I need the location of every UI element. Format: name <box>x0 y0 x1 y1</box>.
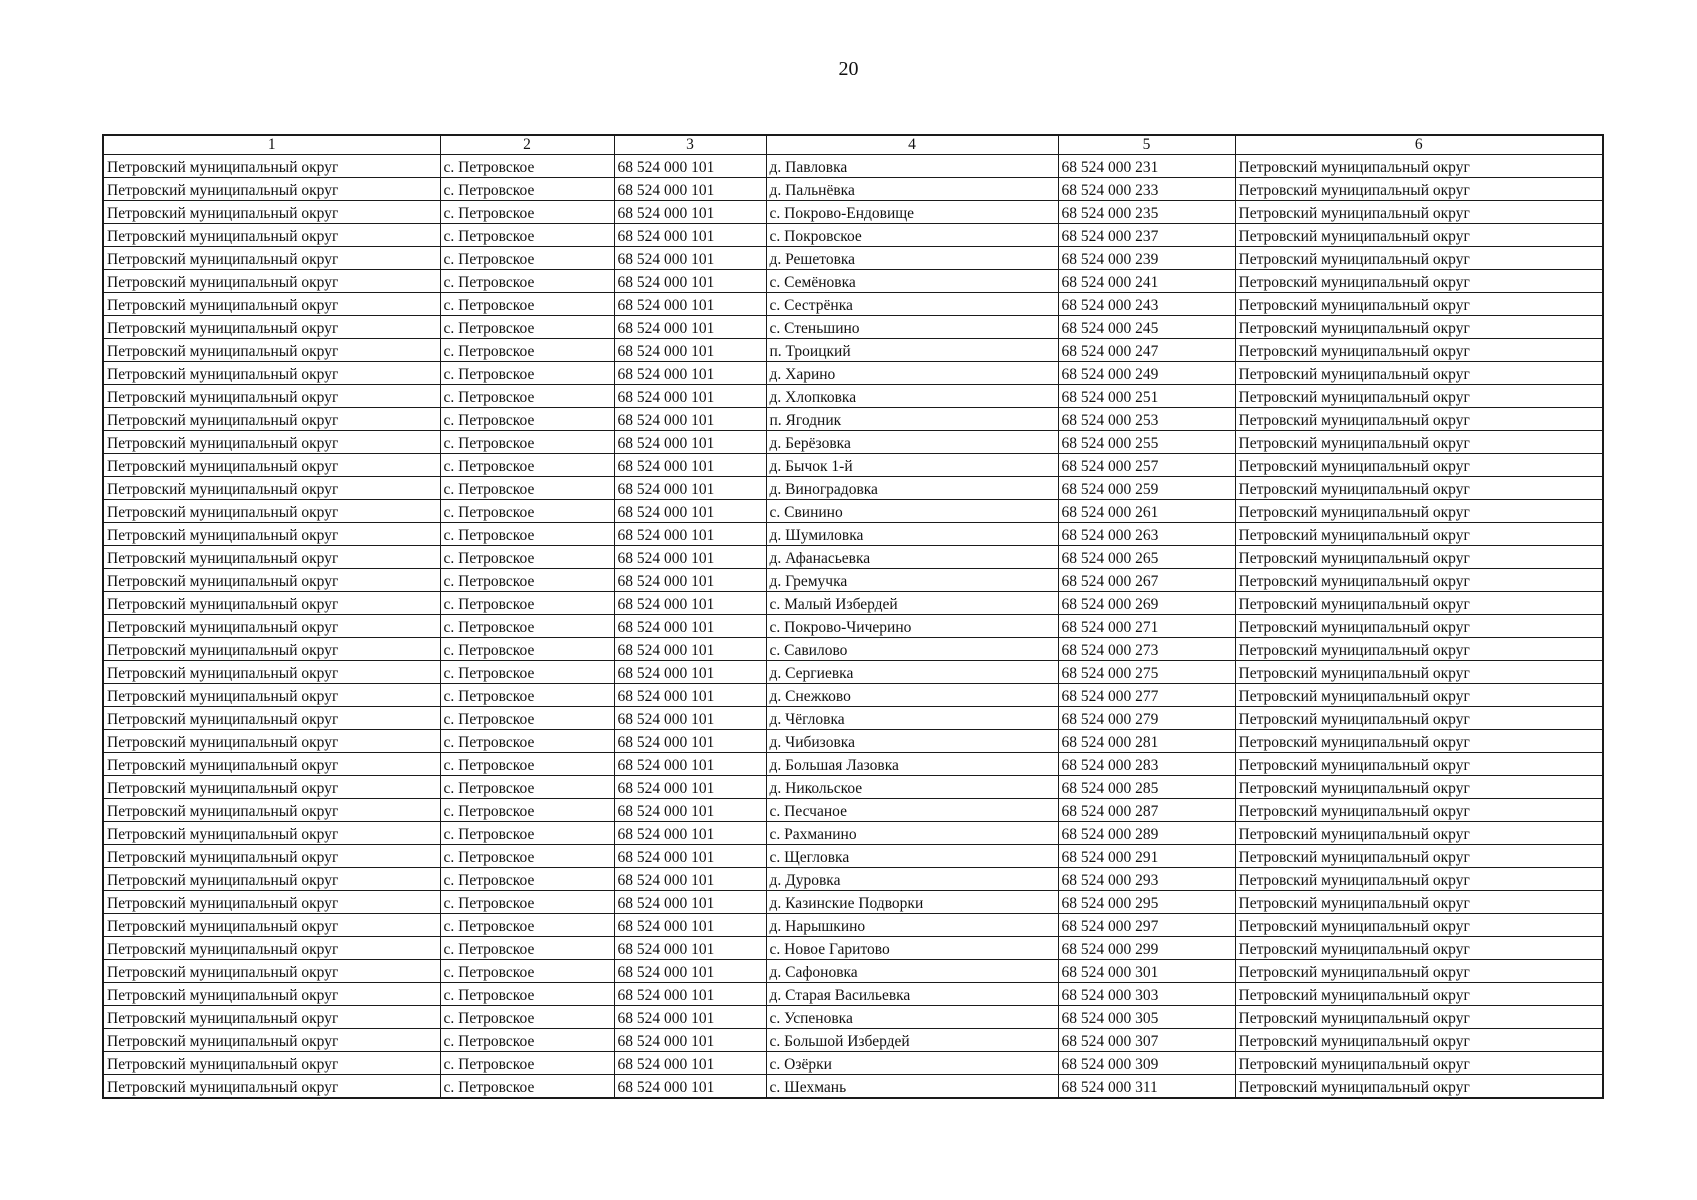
settlement-cell: д. Чёгловка <box>766 707 1058 730</box>
table-row <box>103 339 1603 362</box>
municipal-district-cell: Петровский муниципальный округ <box>1235 1006 1603 1029</box>
settlement-code-cell: 68 524 000 257 <box>1058 454 1235 477</box>
municipality-cell: Петровский муниципальный округ <box>103 569 440 592</box>
municipality-cell: Петровский муниципальный округ <box>103 845 440 868</box>
table-row <box>103 247 1603 270</box>
center-code-cell: 68 524 000 101 <box>614 960 766 983</box>
center-code-cell: 68 524 000 101 <box>614 155 766 178</box>
settlement-code-cell: 68 524 000 245 <box>1058 316 1235 339</box>
settlement-cell: с. Новое Гаритово <box>766 937 1058 960</box>
municipal-district-cell: Петровский муниципальный округ <box>1235 385 1603 408</box>
municipality-cell: Петровский муниципальный округ <box>103 914 440 937</box>
municipal-district-cell: Петровский муниципальный округ <box>1235 477 1603 500</box>
settlement-cell: с. Покрово-Чичерино <box>766 615 1058 638</box>
municipality-cell: Петровский муниципальный округ <box>103 385 440 408</box>
table-row <box>103 638 1603 661</box>
center-settlement-cell: с. Петровское <box>440 1029 614 1052</box>
municipality-cell: Петровский муниципальный округ <box>103 937 440 960</box>
center-code-cell: 68 524 000 101 <box>614 224 766 247</box>
municipality-cell: Петровский муниципальный округ <box>103 730 440 753</box>
settlement-code-cell: 68 524 000 303 <box>1058 983 1235 1006</box>
table-row <box>103 201 1603 224</box>
settlement-cell: с. Успеновка <box>766 1006 1058 1029</box>
center-code-cell: 68 524 000 101 <box>614 868 766 891</box>
municipal-district-cell: Петровский муниципальный округ <box>1235 960 1603 983</box>
table-row <box>103 1029 1603 1052</box>
table-header-row <box>103 135 1603 155</box>
settlement-code-cell: 68 524 000 239 <box>1058 247 1235 270</box>
center-code-cell: 68 524 000 101 <box>614 500 766 523</box>
center-code-cell: 68 524 000 101 <box>614 569 766 592</box>
table-row <box>103 707 1603 730</box>
table-row <box>103 546 1603 569</box>
center-code-cell: 68 524 000 101 <box>614 316 766 339</box>
table-row <box>103 569 1603 592</box>
settlement-code-cell: 68 524 000 273 <box>1058 638 1235 661</box>
center-settlement-cell: с. Петровское <box>440 914 614 937</box>
settlement-cell: д. Снежково <box>766 684 1058 707</box>
municipal-district-cell: Петровский муниципальный округ <box>1235 983 1603 1006</box>
center-code-cell: 68 524 000 101 <box>614 477 766 500</box>
center-settlement-cell: с. Петровское <box>440 201 614 224</box>
municipal-district-cell: Петровский муниципальный округ <box>1235 1075 1603 1099</box>
column-header-2: 2 <box>440 135 614 155</box>
table-row <box>103 270 1603 293</box>
column-header-5: 5 <box>1058 135 1235 155</box>
municipality-cell: Петровский муниципальный округ <box>103 799 440 822</box>
center-settlement-cell: с. Петровское <box>440 408 614 431</box>
municipality-cell: Петровский муниципальный округ <box>103 1029 440 1052</box>
municipality-cell: Петровский муниципальный округ <box>103 224 440 247</box>
settlement-code-cell: 68 524 000 305 <box>1058 1006 1235 1029</box>
center-code-cell: 68 524 000 101 <box>614 845 766 868</box>
settlement-cell: д. Решетовка <box>766 247 1058 270</box>
municipality-cell: Петровский муниципальный округ <box>103 983 440 1006</box>
table-row <box>103 891 1603 914</box>
center-code-cell: 68 524 000 101 <box>614 822 766 845</box>
table-row <box>103 684 1603 707</box>
municipal-district-cell: Петровский муниципальный округ <box>1235 569 1603 592</box>
center-code-cell: 68 524 000 101 <box>614 1029 766 1052</box>
settlement-code-cell: 68 524 000 259 <box>1058 477 1235 500</box>
settlement-cell: с. Песчаное <box>766 799 1058 822</box>
municipal-district-cell: Петровский муниципальный округ <box>1235 891 1603 914</box>
center-settlement-cell: с. Петровское <box>440 661 614 684</box>
municipal-district-cell: Петровский муниципальный округ <box>1235 431 1603 454</box>
center-code-cell: 68 524 000 101 <box>614 615 766 638</box>
center-code-cell: 68 524 000 101 <box>614 1006 766 1029</box>
table-row <box>103 1052 1603 1075</box>
settlement-cell: д. Харино <box>766 362 1058 385</box>
settlement-code-cell: 68 524 000 307 <box>1058 1029 1235 1052</box>
page-number: 20 <box>838 58 859 80</box>
municipal-district-cell: Петровский муниципальный округ <box>1235 500 1603 523</box>
center-settlement-cell: с. Петровское <box>440 155 614 178</box>
settlement-code-cell: 68 524 000 299 <box>1058 937 1235 960</box>
municipality-cell: Петровский муниципальный округ <box>103 500 440 523</box>
settlement-code-cell: 68 524 000 235 <box>1058 201 1235 224</box>
settlement-cell: д. Павловка <box>766 155 1058 178</box>
column-header-3: 3 <box>614 135 766 155</box>
center-code-cell: 68 524 000 101 <box>614 914 766 937</box>
center-code-cell: 68 524 000 101 <box>614 408 766 431</box>
municipality-cell: Петровский муниципальный округ <box>103 661 440 684</box>
municipality-cell: Петровский муниципальный округ <box>103 454 440 477</box>
center-code-cell: 68 524 000 101 <box>614 684 766 707</box>
settlement-cell: с. Рахманино <box>766 822 1058 845</box>
municipality-cell: Петровский муниципальный округ <box>103 270 440 293</box>
municipality-cell: Петровский муниципальный округ <box>103 431 440 454</box>
table-row <box>103 868 1603 891</box>
municipal-district-cell: Петровский муниципальный округ <box>1235 592 1603 615</box>
center-code-cell: 68 524 000 101 <box>614 454 766 477</box>
center-settlement-cell: с. Петровское <box>440 569 614 592</box>
center-settlement-cell: с. Петровское <box>440 293 614 316</box>
municipality-cell: Петровский муниципальный округ <box>103 822 440 845</box>
municipal-district-cell: Петровский муниципальный округ <box>1235 868 1603 891</box>
column-header-1: 1 <box>103 135 440 155</box>
municipal-district-cell: Петровский муниципальный округ <box>1235 178 1603 201</box>
table-row <box>103 845 1603 868</box>
center-code-cell: 68 524 000 101 <box>614 1052 766 1075</box>
settlement-code-cell: 68 524 000 253 <box>1058 408 1235 431</box>
center-code-cell: 68 524 000 101 <box>614 546 766 569</box>
municipality-cell: Петровский муниципальный округ <box>103 339 440 362</box>
municipal-district-cell: Петровский муниципальный округ <box>1235 753 1603 776</box>
table-row <box>103 523 1603 546</box>
municipality-cell: Петровский муниципальный округ <box>103 178 440 201</box>
municipality-cell: Петровский муниципальный округ <box>103 1006 440 1029</box>
settlement-code-cell: 68 524 000 281 <box>1058 730 1235 753</box>
center-settlement-cell: с. Петровское <box>440 707 614 730</box>
municipality-cell: Петровский муниципальный округ <box>103 592 440 615</box>
municipal-district-cell: Петровский муниципальный округ <box>1235 224 1603 247</box>
center-settlement-cell: с. Петровское <box>440 270 614 293</box>
column-header-4: 4 <box>766 135 1058 155</box>
center-settlement-cell: с. Петровское <box>440 822 614 845</box>
center-settlement-cell: с. Петровское <box>440 960 614 983</box>
center-code-cell: 68 524 000 101 <box>614 431 766 454</box>
center-settlement-cell: с. Петровское <box>440 178 614 201</box>
municipal-district-cell: Петровский муниципальный округ <box>1235 730 1603 753</box>
table-row <box>103 1006 1603 1029</box>
center-settlement-cell: с. Петровское <box>440 937 614 960</box>
table-row <box>103 454 1603 477</box>
settlement-cell: д. Большая Лазовка <box>766 753 1058 776</box>
settlement-code-cell: 68 524 000 285 <box>1058 776 1235 799</box>
center-settlement-cell: с. Петровское <box>440 523 614 546</box>
settlement-code-cell: 68 524 000 231 <box>1058 155 1235 178</box>
table-row <box>103 983 1603 1006</box>
municipality-cell: Петровский муниципальный округ <box>103 891 440 914</box>
settlement-code-cell: 68 524 000 293 <box>1058 868 1235 891</box>
settlement-code-cell: 68 524 000 295 <box>1058 891 1235 914</box>
municipal-district-cell: Петровский муниципальный округ <box>1235 362 1603 385</box>
center-settlement-cell: с. Петровское <box>440 799 614 822</box>
municipality-cell: Петровский муниципальный округ <box>103 960 440 983</box>
municipal-district-cell: Петровский муниципальный округ <box>1235 914 1603 937</box>
municipal-district-cell: Петровский муниципальный округ <box>1235 615 1603 638</box>
settlement-code-cell: 68 524 000 271 <box>1058 615 1235 638</box>
settlement-code-cell: 68 524 000 287 <box>1058 799 1235 822</box>
table-row <box>103 362 1603 385</box>
center-code-cell: 68 524 000 101 <box>614 385 766 408</box>
table-row <box>103 753 1603 776</box>
settlement-cell: с. Щегловка <box>766 845 1058 868</box>
center-settlement-cell: с. Петровское <box>440 546 614 569</box>
settlement-code-cell: 68 524 000 291 <box>1058 845 1235 868</box>
center-code-cell: 68 524 000 101 <box>614 638 766 661</box>
settlement-cell: д. Сафоновка <box>766 960 1058 983</box>
settlement-cell: с. Покровское <box>766 224 1058 247</box>
table-row <box>103 937 1603 960</box>
table-row <box>103 293 1603 316</box>
table-row <box>103 730 1603 753</box>
center-settlement-cell: с. Петровское <box>440 868 614 891</box>
settlement-cell: д. Казинские Подворки <box>766 891 1058 914</box>
municipal-district-cell: Петровский муниципальный округ <box>1235 546 1603 569</box>
center-code-cell: 68 524 000 101 <box>614 983 766 1006</box>
settlement-cell: д. Нарышкино <box>766 914 1058 937</box>
municipal-district-cell: Петровский муниципальный округ <box>1235 293 1603 316</box>
settlement-code-cell: 68 524 000 251 <box>1058 385 1235 408</box>
settlement-code-cell: 68 524 000 255 <box>1058 431 1235 454</box>
municipal-district-cell: Петровский муниципальный округ <box>1235 454 1603 477</box>
settlement-cell: д. Старая Васильевка <box>766 983 1058 1006</box>
settlement-cell: д. Хлопковка <box>766 385 1058 408</box>
settlement-code-cell: 68 524 000 279 <box>1058 707 1235 730</box>
center-code-cell: 68 524 000 101 <box>614 891 766 914</box>
table-row <box>103 178 1603 201</box>
settlement-code-cell: 68 524 000 263 <box>1058 523 1235 546</box>
settlement-cell: п. Ягодник <box>766 408 1058 431</box>
settlement-code-cell: 68 524 000 309 <box>1058 1052 1235 1075</box>
center-settlement-cell: с. Петровское <box>440 385 614 408</box>
municipal-district-cell: Петровский муниципальный округ <box>1235 822 1603 845</box>
center-settlement-cell: с. Петровское <box>440 362 614 385</box>
center-code-cell: 68 524 000 101 <box>614 753 766 776</box>
settlement-cell: с. Малый Избердей <box>766 592 1058 615</box>
settlement-code-cell: 68 524 000 249 <box>1058 362 1235 385</box>
table-row <box>103 1075 1603 1099</box>
center-code-cell: 68 524 000 101 <box>614 339 766 362</box>
center-settlement-cell: с. Петровское <box>440 730 614 753</box>
municipal-district-cell: Петровский муниципальный округ <box>1235 661 1603 684</box>
municipality-cell: Петровский муниципальный округ <box>103 776 440 799</box>
settlement-cell: с. Свинино <box>766 500 1058 523</box>
municipality-cell: Петровский муниципальный округ <box>103 546 440 569</box>
settlement-code-cell: 68 524 000 283 <box>1058 753 1235 776</box>
table-row <box>103 155 1603 178</box>
municipal-district-cell: Петровский муниципальный округ <box>1235 684 1603 707</box>
settlement-code-cell: 68 524 000 277 <box>1058 684 1235 707</box>
center-settlement-cell: с. Петровское <box>440 1052 614 1075</box>
center-settlement-cell: с. Петровское <box>440 316 614 339</box>
center-settlement-cell: с. Петровское <box>440 891 614 914</box>
settlement-cell: п. Троицкий <box>766 339 1058 362</box>
settlement-cell: с. Стеньшино <box>766 316 1058 339</box>
center-code-cell: 68 524 000 101 <box>614 270 766 293</box>
municipality-cell: Петровский муниципальный округ <box>103 523 440 546</box>
settlement-register-table <box>102 134 1604 1099</box>
center-code-cell: 68 524 000 101 <box>614 592 766 615</box>
settlement-code-cell: 68 524 000 247 <box>1058 339 1235 362</box>
table-row <box>103 408 1603 431</box>
settlement-code-cell: 68 524 000 297 <box>1058 914 1235 937</box>
settlement-code-cell: 68 524 000 275 <box>1058 661 1235 684</box>
municipality-cell: Петровский муниципальный округ <box>103 155 440 178</box>
center-settlement-cell: с. Петровское <box>440 983 614 1006</box>
municipal-district-cell: Петровский муниципальный округ <box>1235 776 1603 799</box>
municipal-district-cell: Петровский муниципальный округ <box>1235 799 1603 822</box>
center-code-cell: 68 524 000 101 <box>614 201 766 224</box>
center-code-cell: 68 524 000 101 <box>614 523 766 546</box>
table-row <box>103 799 1603 822</box>
table-row <box>103 822 1603 845</box>
settlement-cell: д. Берёзовка <box>766 431 1058 454</box>
center-settlement-cell: с. Петровское <box>440 753 614 776</box>
municipality-cell: Петровский муниципальный округ <box>103 707 440 730</box>
municipal-district-cell: Петровский муниципальный округ <box>1235 247 1603 270</box>
table-row <box>103 960 1603 983</box>
settlement-code-cell: 68 524 000 267 <box>1058 569 1235 592</box>
settlement-cell: с. Семёновка <box>766 270 1058 293</box>
settlement-code-cell: 68 524 000 237 <box>1058 224 1235 247</box>
table-row <box>103 592 1603 615</box>
center-code-cell: 68 524 000 101 <box>614 178 766 201</box>
municipality-cell: Петровский муниципальный округ <box>103 201 440 224</box>
column-header-6: 6 <box>1235 135 1603 155</box>
settlement-code-cell: 68 524 000 289 <box>1058 822 1235 845</box>
table-row <box>103 477 1603 500</box>
municipality-cell: Петровский муниципальный округ <box>103 1075 440 1099</box>
municipality-cell: Петровский муниципальный округ <box>103 477 440 500</box>
center-settlement-cell: с. Петровское <box>440 592 614 615</box>
municipality-cell: Петровский муниципальный округ <box>103 753 440 776</box>
center-code-cell: 68 524 000 101 <box>614 1075 766 1099</box>
municipal-district-cell: Петровский муниципальный округ <box>1235 707 1603 730</box>
municipality-cell: Петровский муниципальный округ <box>103 615 440 638</box>
municipal-district-cell: Петровский муниципальный округ <box>1235 270 1603 293</box>
center-settlement-cell: с. Петровское <box>440 1075 614 1099</box>
center-settlement-cell: с. Петровское <box>440 224 614 247</box>
table-row <box>103 661 1603 684</box>
municipal-district-cell: Петровский муниципальный округ <box>1235 845 1603 868</box>
center-code-cell: 68 524 000 101 <box>614 293 766 316</box>
settlement-cell: д. Афанасьевка <box>766 546 1058 569</box>
table-row <box>103 224 1603 247</box>
center-settlement-cell: с. Петровское <box>440 684 614 707</box>
center-settlement-cell: с. Петровское <box>440 477 614 500</box>
settlement-code-cell: 68 524 000 241 <box>1058 270 1235 293</box>
settlement-code-cell: 68 524 000 261 <box>1058 500 1235 523</box>
settlement-cell: с. Озёрки <box>766 1052 1058 1075</box>
settlement-code-cell: 68 524 000 265 <box>1058 546 1235 569</box>
center-code-cell: 68 524 000 101 <box>614 707 766 730</box>
settlement-cell: д. Пальнёвка <box>766 178 1058 201</box>
center-settlement-cell: с. Петровское <box>440 776 614 799</box>
settlement-code-cell: 68 524 000 243 <box>1058 293 1235 316</box>
municipal-district-cell: Петровский муниципальный округ <box>1235 1029 1603 1052</box>
table-row <box>103 914 1603 937</box>
center-code-cell: 68 524 000 101 <box>614 730 766 753</box>
settlement-cell: д. Бычок 1-й <box>766 454 1058 477</box>
table-row <box>103 431 1603 454</box>
municipality-cell: Петровский муниципальный округ <box>103 868 440 891</box>
settlement-cell: д. Дуровка <box>766 868 1058 891</box>
table-row <box>103 385 1603 408</box>
settlement-cell: с. Савилово <box>766 638 1058 661</box>
center-settlement-cell: с. Петровское <box>440 615 614 638</box>
settlement-cell: с. Большой Избердей <box>766 1029 1058 1052</box>
table-row <box>103 500 1603 523</box>
center-settlement-cell: с. Петровское <box>440 431 614 454</box>
settlement-cell: д. Сергиевка <box>766 661 1058 684</box>
municipality-cell: Петровский муниципальный округ <box>103 293 440 316</box>
municipal-district-cell: Петровский муниципальный округ <box>1235 155 1603 178</box>
center-code-cell: 68 524 000 101 <box>614 362 766 385</box>
municipality-cell: Петровский муниципальный округ <box>103 247 440 270</box>
municipality-cell: Петровский муниципальный округ <box>103 316 440 339</box>
table-row <box>103 316 1603 339</box>
table-row <box>103 776 1603 799</box>
municipality-cell: Петровский муниципальный округ <box>103 638 440 661</box>
center-settlement-cell: с. Петровское <box>440 500 614 523</box>
settlement-code-cell: 68 524 000 269 <box>1058 592 1235 615</box>
center-code-cell: 68 524 000 101 <box>614 799 766 822</box>
table-row <box>103 615 1603 638</box>
settlement-code-cell: 68 524 000 311 <box>1058 1075 1235 1099</box>
center-settlement-cell: с. Петровское <box>440 845 614 868</box>
municipality-cell: Петровский муниципальный округ <box>103 1052 440 1075</box>
center-code-cell: 68 524 000 101 <box>614 776 766 799</box>
settlement-code-cell: 68 524 000 233 <box>1058 178 1235 201</box>
municipal-district-cell: Петровский муниципальный округ <box>1235 638 1603 661</box>
center-code-cell: 68 524 000 101 <box>614 661 766 684</box>
center-settlement-cell: с. Петровское <box>440 339 614 362</box>
settlement-cell: д. Виноградовка <box>766 477 1058 500</box>
center-settlement-cell: с. Петровское <box>440 638 614 661</box>
municipal-district-cell: Петровский муниципальный округ <box>1235 937 1603 960</box>
municipal-district-cell: Петровский муниципальный округ <box>1235 339 1603 362</box>
settlement-cell: д. Гремучка <box>766 569 1058 592</box>
municipality-cell: Петровский муниципальный округ <box>103 408 440 431</box>
table-body <box>103 155 1603 1099</box>
center-settlement-cell: с. Петровское <box>440 247 614 270</box>
municipal-district-cell: Петровский муниципальный округ <box>1235 316 1603 339</box>
center-settlement-cell: с. Петровское <box>440 1006 614 1029</box>
municipal-district-cell: Петровский муниципальный округ <box>1235 523 1603 546</box>
center-settlement-cell: с. Петровское <box>440 454 614 477</box>
settlement-cell: д. Никольское <box>766 776 1058 799</box>
municipality-cell: Петровский муниципальный округ <box>103 362 440 385</box>
settlement-code-cell: 68 524 000 301 <box>1058 960 1235 983</box>
settlement-cell: д. Чибизовка <box>766 730 1058 753</box>
center-code-cell: 68 524 000 101 <box>614 937 766 960</box>
settlement-cell: с. Шехмань <box>766 1075 1058 1099</box>
settlement-cell: с. Сестрёнка <box>766 293 1058 316</box>
center-code-cell: 68 524 000 101 <box>614 247 766 270</box>
settlement-cell: с. Покрово-Ендовище <box>766 201 1058 224</box>
settlement-cell: д. Шумиловка <box>766 523 1058 546</box>
municipal-district-cell: Петровский муниципальный округ <box>1235 201 1603 224</box>
municipal-district-cell: Петровский муниципальный округ <box>1235 408 1603 431</box>
municipality-cell: Петровский муниципальный округ <box>103 684 440 707</box>
municipal-district-cell: Петровский муниципальный округ <box>1235 1052 1603 1075</box>
